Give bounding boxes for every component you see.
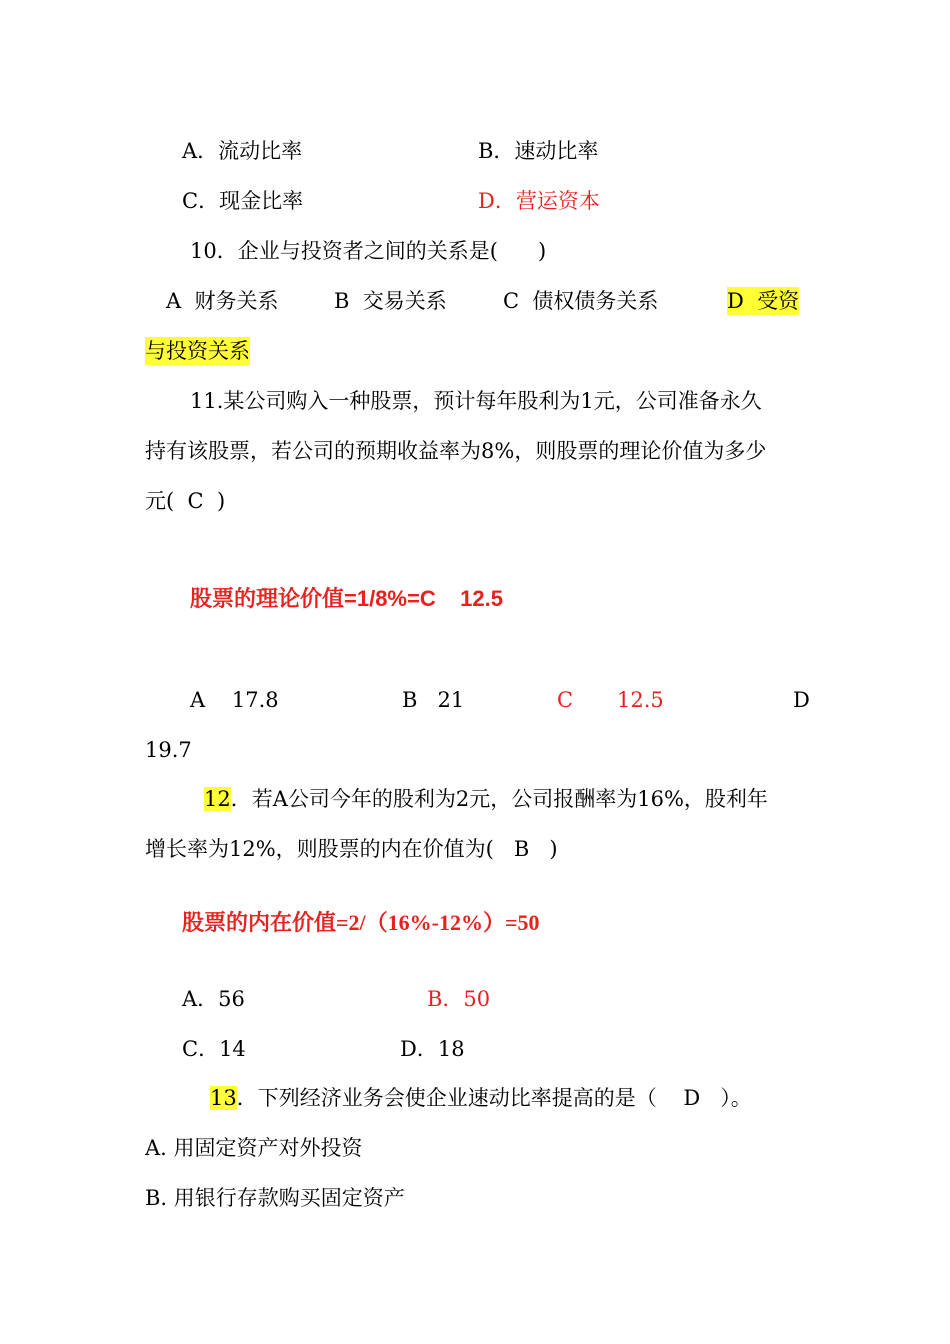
q9-option-d-answer: D．营运资本: [478, 189, 600, 213]
q9-option-a: A．流动比率: [182, 139, 303, 163]
q10-stem: 10．企业与投资者之间的关系是( ): [190, 239, 547, 263]
q12-number: 12: [204, 787, 231, 811]
q13-option-a: A. 用固定资产对外投资: [145, 1136, 363, 1160]
q12-stem-line2: 增长率为12%，则股票的内在价值为( B ): [145, 837, 558, 861]
q11-stem-line1: 11.某公司购入一种股票，预计每年股利为1元，公司准备永久: [190, 389, 762, 413]
q13-option-b: B. 用银行存款购买固定资产: [145, 1186, 405, 1210]
q12-option-b-answer: B．50: [427, 987, 491, 1011]
q12-option-a: A．56: [182, 987, 245, 1011]
q9-option-c: C．现金比率: [182, 189, 304, 213]
q13-number: 13: [210, 1086, 237, 1110]
q10-option-d-answer: D 受资: [727, 289, 800, 313]
q12-stem-line1: [204, 785, 768, 813]
q10-option-c: C 债权债务关系: [503, 289, 659, 313]
q10-option-d-answer-cont: 与投资关系: [145, 339, 250, 363]
q9-option-b: B．速动比率: [478, 139, 599, 163]
q12-stem-text: ．若A公司今年的股利为2元，公司报酬率为16%，股利年: [230, 787, 768, 811]
q11-option-c-letter: C: [557, 688, 574, 712]
q13-stem: [210, 1084, 752, 1112]
q12-answer-note: 股票的内在价值=2/（16%-12%）=50: [182, 910, 540, 935]
q12-option-d: D．18: [400, 1037, 465, 1061]
q11-option-b: B 21: [402, 688, 465, 712]
q11-option-d-value: 19.7: [145, 738, 192, 762]
q11-option-d-letter: D: [793, 688, 810, 712]
q11-answer-note: 股票的理论价值=1/8%=C 12.5: [190, 586, 503, 611]
q11-stem-line2: 持有该股票，若公司的预期收益率为8%，则股票的理论价值为多少: [145, 439, 767, 463]
q11-stem-line3: 元( C ): [145, 489, 226, 513]
q10-option-b: B 交易关系: [334, 289, 447, 313]
q12-option-c: C．14: [182, 1037, 246, 1061]
q13-stem-text: ．下列经济业务会使企业速动比率提高的是（ D ）。: [236, 1086, 752, 1110]
q11-option-c-value: 12.5: [617, 688, 664, 712]
q10-option-a: A 财务关系: [166, 289, 279, 313]
q11-option-a: A 17.8: [190, 688, 279, 712]
